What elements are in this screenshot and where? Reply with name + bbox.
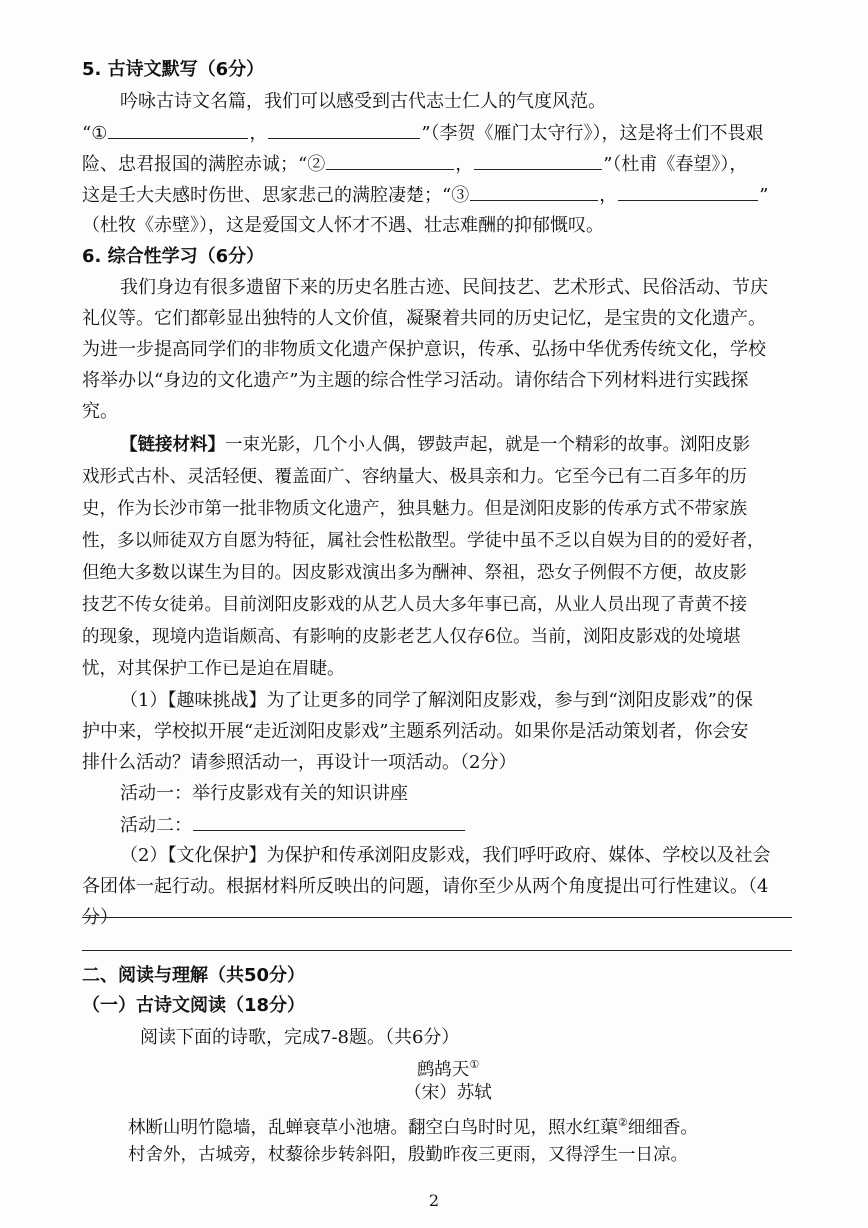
q5-line-2	[82, 149, 792, 179]
q5-sep: ，	[599, 185, 618, 206]
poem-title-text: 鹧鸪天	[416, 1059, 470, 1080]
q6-para-line: 究。	[82, 401, 118, 422]
answer-blank-2b[interactable]	[474, 149, 602, 170]
answer-blank-1a[interactable]	[108, 118, 248, 139]
sub1-line: （1）【趣味挑战】为了让更多的同学了解浏阳皮影戏，参与到“浏阳皮影戏”的保	[120, 690, 753, 711]
material-line: 史，作为长沙市第一批非物质文化遗产，独具魅力。但是浏阳皮影的传承方式不带家族	[82, 499, 747, 519]
material-line: 的现象，现境内造诣颇高、有影响的皮影老艺人仅存6位。当前，浏阳皮影戏的处境堪	[82, 627, 741, 647]
q5-intro: 吟咏古诗文名篇，我们可以感受到古代志士仁人的气度风范。	[120, 91, 606, 112]
q5-text-3: 这是壬大夫感时伤世、思家悲己的满腔凄楚；“③	[82, 185, 470, 206]
page-number: 2	[428, 1191, 440, 1210]
poem-line-2: 村舍外，古城旁，杖藜徐步转斜阳，殷勤昨夜三更雨，又得浮生一日凉。	[128, 1145, 688, 1165]
part2-subtitle: （一）古诗文阅读（18分）	[82, 995, 306, 1016]
sub2-line: （2）【文化保护】为保护和传承浏阳皮影戏，我们呼吁政府、媒体、学校以及社会	[120, 845, 771, 866]
poem-author: （宋）苏轼	[404, 1083, 492, 1103]
sub2-line: 分）	[82, 907, 118, 928]
q5-line-3	[82, 180, 792, 210]
q5-line-4: （杜牧《赤壁》），这是爱国文人怀才不遇、壮志难酬的抑郁慨叹。	[82, 215, 604, 236]
answer-line[interactable]	[82, 950, 792, 951]
material-line	[120, 430, 792, 460]
q5-source-2: ”（杜甫《春望》），	[603, 154, 748, 175]
material-line: 但绝大多数以谋生为目的。因皮影戏演出多为酬神、祭祖，恐女子例假不方便，故皮影	[82, 563, 747, 583]
material-tag: 【链接材料】	[120, 435, 225, 455]
poem-footnote: ②	[618, 1116, 628, 1129]
material-line: 忧，对其保护工作已是迫在眉睫。	[82, 659, 345, 679]
sub1-line: 护中来，学校拟开展“走近浏阳皮影戏”主题系列活动。如果你是活动策划者，你会安	[82, 721, 749, 742]
material-text: 一束光影，几个小人偶，锣鼓声起，就是一个精彩的故事。浏阳皮影	[225, 435, 750, 455]
answer-blank-2a[interactable]	[326, 149, 454, 170]
q5-text-2: 险、忠君报国的满腔赤诚；“②	[82, 154, 326, 175]
q5-blank-label-1: “①	[82, 123, 108, 144]
material-line: 戏形式古朴、灵活轻便、覆盖面广、容纳量大、极具亲和力。它至今已有二百多年的历	[82, 467, 747, 487]
answer-blank-1b[interactable]	[268, 118, 420, 139]
activity-2-label: 活动二：	[120, 815, 192, 836]
poem-title	[14, 1050, 868, 1080]
poem-line-1	[128, 1108, 792, 1138]
poem-text: 细细香。	[627, 1117, 698, 1138]
part2-title: 二、阅读与理解（共50分）	[82, 965, 306, 986]
q6-title: 6. 综合性学习（6分）	[82, 246, 265, 267]
activity-1: 活动一：举行皮影戏有关的知识讲座	[120, 783, 408, 804]
answer-blank-3b[interactable]	[618, 180, 758, 201]
q5-sep: ，	[249, 123, 268, 144]
poem-title-footnote: ①	[469, 1058, 480, 1071]
part2-instruction: 阅读下面的诗歌，完成7-8题。（共6分）	[140, 1027, 460, 1048]
material-line: 性，多以师徒双方自愿为特征，属社会性松散型。学徒中虽不乏以自娱为目的的爱好者，	[82, 531, 765, 551]
q6-para-line: 为进一步提高同学们的非物质文化遗产保护意识，传承、弘扬中华优秀传统文化，学校	[82, 339, 766, 360]
answer-line[interactable]	[82, 917, 792, 918]
q5-close-quote: ”	[759, 185, 769, 206]
poem-text: 林断山明竹隐墙，乱蝉衰草小池塘。翻空白鸟时时见，照水红蕖	[128, 1117, 618, 1138]
q6-para-line: 将举办以“身边的文化遗产”为主题的综合性学习活动。请你结合下列材料进行实践探	[82, 370, 749, 391]
q5-title: 5. 古诗文默写（6分）	[82, 59, 265, 80]
answer-blank-3a[interactable]	[470, 180, 598, 201]
q5-line-1	[82, 118, 792, 148]
q5-source-1: ”（李贺《雁门太守行》），这是将士们不畏艰	[421, 123, 764, 144]
q6-para-line: 礼仪等。它们都彰显出独特的人文价值，凝聚着共同的历史记忆，是宝贵的文化遗产。	[82, 308, 766, 329]
sub2-line: 各团体一起行动。根据材料所反映出的问题，请你至少从两个角度提出可行性建议。（4	[82, 876, 769, 897]
q5-sep: ，	[455, 154, 474, 175]
activity-2	[120, 810, 792, 840]
activity-2-answer-blank[interactable]	[193, 810, 465, 831]
material-line: 技艺不传女徒弟。目前浏阳皮影戏的从艺人员大多年事已高，从业人员出现了青黄不接	[82, 595, 747, 615]
sub1-line: 排什么活动？请参照活动一，再设计一项活动。（2分）	[82, 752, 517, 773]
q6-para-line: 我们身边有很多遗留下来的历史名胜古迹、民间技艺、艺术形式、民俗活动、节庆	[120, 277, 768, 298]
